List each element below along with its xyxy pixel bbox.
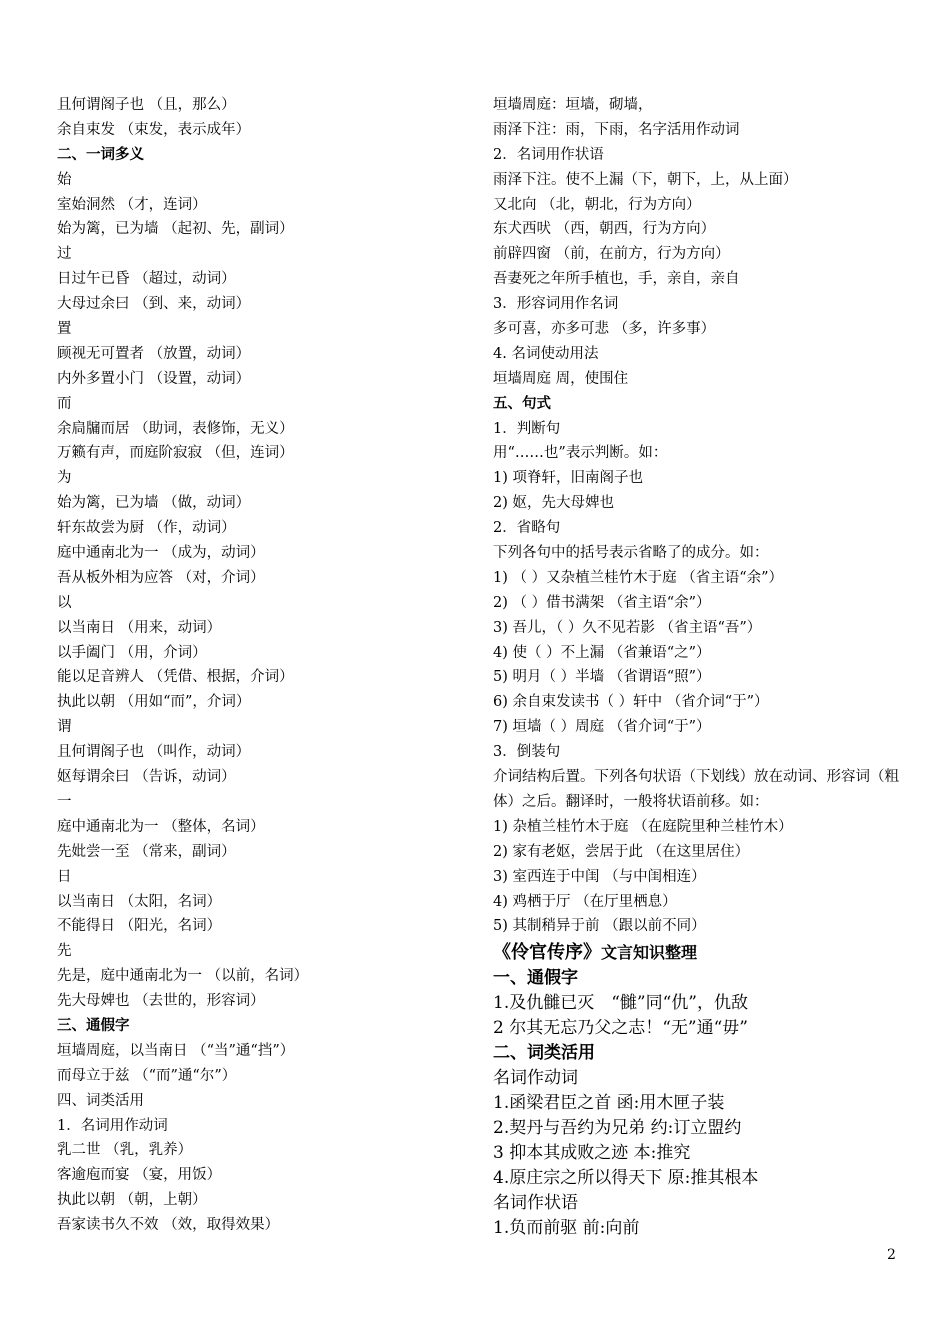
text-line: 垣墙周庭，以当南日 （“当”通“挡”） — [57, 1042, 295, 1059]
section-heading: 二、词类活用 — [493, 1043, 595, 1064]
text-line: 乳二世 （乳，乳养） — [57, 1142, 193, 1159]
text-line: 2．名词用作状语 — [493, 146, 604, 163]
text-line: 为 — [57, 470, 72, 487]
text-line: 1.负而前驱 前:向前 — [493, 1218, 640, 1239]
text-line: 1.函梁君臣之首 函:用木匣子装 — [493, 1093, 725, 1114]
text-line: 执此以朝 （用如“而”，介词） — [57, 694, 251, 711]
text-line: 4) 鸡栖于厅 （在厅里栖息） — [493, 893, 677, 910]
text-line: 庭中通南北为一 （成为，动词） — [57, 545, 265, 562]
text-line: 名词作状语 — [493, 1193, 578, 1214]
lingguan-title-main: 《伶官传序》 — [493, 942, 601, 964]
text-line: 以当南日 （太阳，名词） — [57, 893, 222, 910]
text-line: 万籁有声，而庭阶寂寂 （但，连词） — [57, 445, 294, 462]
text-line: 不能得日 （阳光，名词） — [57, 918, 222, 935]
text-line: 6) 余自束发读书（ ）轩中 （省介词“于”） — [493, 694, 769, 711]
text-line: 雨泽下注。使不上漏（下，朝下，上，从上面） — [493, 171, 798, 188]
text-line: 室始洞然 （才，连词） — [57, 196, 207, 213]
text-line: 7) 垣墙（ ）周庭 （省介词“于”） — [493, 719, 711, 736]
text-line: 而母立于兹 （“而”通“尔”） — [57, 1067, 237, 1084]
text-line: 一 — [57, 793, 72, 810]
text-line: 余扃牖而居 （助词，表修饰，无义） — [57, 420, 294, 437]
text-line: 1) 杂植兰桂竹木于庭 （在庭院里种兰桂竹木） — [493, 818, 793, 835]
text-line: 又北向 （北，朝北，行为方向） — [493, 196, 701, 213]
text-line: 4) 使（ ）不上漏 （省兼语“之”） — [493, 644, 711, 661]
text-line: 1) 项脊轩，旧南阁子也 — [493, 470, 643, 487]
lingguan-title — [493, 939, 913, 966]
text-line: 始为篱，已为墙 （起初、先，副词） — [57, 221, 294, 238]
text-line: 先是，庭中通南北为一 （以前，名词） — [57, 968, 309, 985]
lingguan-title-rest: 文言知识整理 — [601, 943, 698, 963]
text-line: 名词作动词 — [493, 1068, 578, 1089]
text-line: 2 尔其无忘乃父之志！“无”通“毋” — [493, 1018, 748, 1039]
text-line: 4.原庄宗之所以得天下 原:推其根本 — [493, 1168, 759, 1189]
left-column — [57, 93, 467, 1238]
text-line: 过 — [57, 246, 72, 263]
text-line: 5) 明月（ ）半墙 （省谓语“照”） — [493, 669, 711, 686]
text-line: 2) 妪，先大母婢也 — [493, 495, 614, 512]
text-line: 吾从板外相为应答 （对，介词） — [57, 569, 265, 586]
text-line: 谓 — [57, 719, 72, 736]
text-line: 以手阖门 （用，介词） — [57, 644, 207, 661]
text-line: 而 — [57, 395, 72, 412]
text-line: 雨泽下注：雨，下雨，名字活用作动词 — [493, 121, 740, 138]
text-line: 庭中通南北为一 （整体，名词） — [57, 818, 265, 835]
text-line: 2．省略句 — [493, 520, 561, 537]
text-line: 置 — [57, 321, 72, 338]
text-line: 能以足音辨人 （凭借、根据，介词） — [57, 669, 294, 686]
text-line: 执此以朝 （朝，上朝） — [57, 1192, 207, 1209]
text-line: 3．形容词用作名词 — [493, 296, 619, 313]
text-line: 1) （ ）又杂植兰桂竹木于庭 （省主语“余”） — [493, 569, 784, 586]
section-heading: 一、通假字 — [493, 968, 578, 989]
page-number: 2 — [887, 1247, 896, 1263]
text-line: 3．倒装句 — [493, 744, 561, 761]
text-line: 以当南日 （用来，动词） — [57, 619, 222, 636]
text-line: 吾妻死之年所手植也，手，亲自，亲自 — [493, 271, 740, 288]
text-line: 多可喜，亦多可悲 （多，许多事） — [493, 321, 716, 338]
text-line: 四、词类活用 — [57, 1092, 144, 1109]
text-line: 始 — [57, 171, 72, 188]
text-line: 日 — [57, 868, 72, 885]
text-line: 余自束发 （束发，表示成年） — [57, 121, 251, 138]
text-line: 先妣尝一至 （常来，副词） — [57, 843, 236, 860]
text-line: 客逾庖而宴 （宴，用饭） — [57, 1167, 222, 1184]
text-line: 2.契丹与吾约为兄弟 约:订立盟约 — [493, 1118, 742, 1139]
text-line: 以 — [57, 594, 72, 611]
section-heading: 二、一词多义 — [57, 145, 144, 163]
right-column — [493, 93, 913, 1241]
text-line: 前辟四窗 （前，在前方，行为方向） — [493, 246, 730, 263]
text-line: 1．名词用作动词 — [57, 1117, 168, 1134]
text-line: 用“……也”表示判断。如： — [493, 445, 668, 462]
text-line: 且何谓阁子也 （且，那么） — [57, 97, 236, 113]
text-line: 顾视无可置者 （放置，动词） — [57, 345, 251, 362]
section-heading: 三、通假字 — [57, 1016, 130, 1034]
text-line: 5) 其制稍异于前 （跟以前不同） — [493, 918, 706, 935]
text-line: 4. 名词使动用法 — [493, 345, 599, 362]
text-line: 妪每谓余曰 （告诉，动词） — [57, 769, 236, 786]
text-line: 3 抑本其成败之迹 本:推究 — [493, 1143, 691, 1164]
section-heading: 五、句式 — [493, 394, 551, 412]
text-line: 且何谓阁子也 （叫作，动词） — [57, 744, 251, 761]
text-line: 下列各句中的括号表示省略了的成分。如： — [493, 545, 769, 562]
text-line: 吾家读书久不效 （效，取得效果） — [57, 1217, 280, 1234]
text-line: 东犬西吠 （西，朝西，行为方向） — [493, 221, 716, 238]
text-line: 内外多置小门 （设置，动词） — [57, 370, 251, 387]
text-line: 日过午已昏 （超过，动词） — [57, 271, 236, 288]
text-line: 垣墙周庭 周，使围住 — [493, 370, 629, 387]
text-line: 先大母婢也 （去世的，形容词） — [57, 993, 265, 1010]
lingguan-lines — [493, 966, 913, 1241]
text-line: 2) 家有老妪，尝居于此 （在这里居住） — [493, 843, 750, 860]
text-paragraph: 介词结构后置。下列各句状语（下划线）放在动词、形容词（粗体）之后。翻译时，一般将状语前移。如： — [493, 769, 899, 810]
text-line: 1.及仇雠已灭 “雠”同“仇”，仇敌 — [493, 993, 748, 1014]
text-line: 3) 吾儿，（ ）久不见若影 （省主语“吾”） — [493, 619, 762, 636]
text-line: 大母过余曰 （到、来，动词） — [57, 296, 251, 313]
text-line: 3) 室西连于中闺 （与中闺相连） — [493, 868, 706, 885]
text-line: 轩东故尝为厨 （作，动词） — [57, 520, 236, 537]
text-line: 垣墙周庭：垣墙，砌墙， — [493, 97, 653, 113]
text-line: 2) （ ）借书满架 （省主语“余”） — [493, 594, 711, 611]
right-column-notes — [493, 93, 913, 939]
text-line: 1．判断句 — [493, 420, 561, 437]
text-line: 始为篱，已为墙 （做，动词） — [57, 495, 251, 512]
text-line: 先 — [57, 943, 72, 960]
